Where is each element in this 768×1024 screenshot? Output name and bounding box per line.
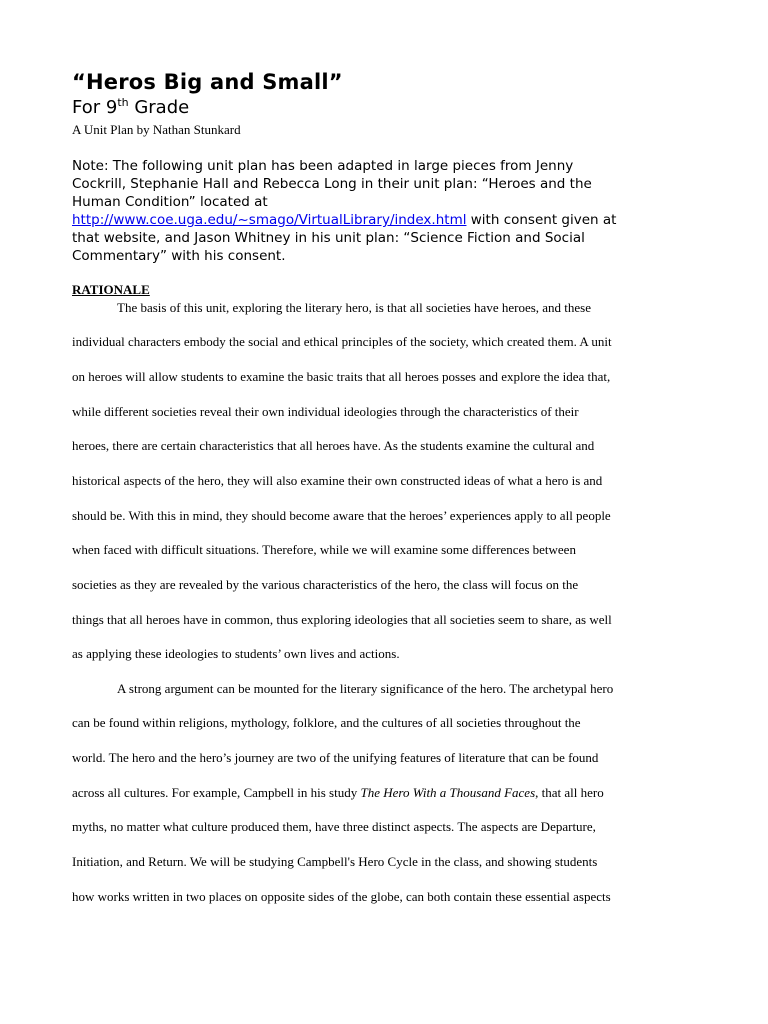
paragraph-line: things that all heroes have in common, thus exploring ideologies that all societies seem to share, as well [72,612,612,627]
paragraph-line: myths, no matter what culture produced them, have three distinct aspects. The aspects are Departure, [72,819,596,834]
note-line: Cockrill, Stephanie Hall and Rebecca Long in their unit plan: “Heroes and the [72,176,592,192]
document-subtitle [72,96,189,118]
note-line-continuation: with consent given at [466,212,617,228]
section-heading-rationale: RATIONALE [72,282,150,297]
paragraph-text: across all cultures. For example, Campbell in his study [72,785,361,800]
note-link-line [72,211,702,229]
note-line: Commentary” with his consent. [72,248,286,264]
subtitle-suffix: Grade [128,97,190,118]
author-byline: A Unit Plan by Nathan Stunkard [72,122,241,137]
paragraph-line: when faced with difficult situations. Therefore, while we will examine some differences between [72,542,576,557]
paragraph-line: historical aspects of the hero, they will also examine their own constructed ideas of what a hero is and [72,473,603,488]
paragraph-line: A strong argument can be mounted for the literary significance of the hero. The archetypal hero [117,681,614,696]
book-title-citation: The Hero With a Thousand Faces [360,785,536,800]
adaptation-note [72,157,702,265]
virtual-library-link[interactable]: http://www.coe.uga.edu/~smago/VirtualLibrary/index.html [72,212,467,228]
paragraph-line: while different societies reveal their own individual ideologies through the characteristics of their [72,404,579,419]
note-line: Human Condition” located at [72,194,268,210]
paragraph-line: can be found within religions, mythology, folklore, and the cultures of all societies throughout the [72,715,581,730]
subtitle-prefix: For 9 [72,97,118,118]
paragraph-line: world. The hero and the hero’s journey are two of the unifying features of literature that can be found [72,750,599,765]
subtitle-superscript: th [117,96,129,109]
paragraph-line: should be. With this in mind, they should become aware that the heroes’ experiences apply to all people [72,508,611,523]
document-title: “Heros Big and Small” [72,70,343,94]
note-line: that website, and Jason Whitney in his unit plan: “Science Fiction and Social [72,230,585,246]
paragraph-line-with-citation [72,785,604,801]
paragraph-line: societies as they are revealed by the various characteristics of the hero, the class will focus on the [72,577,579,592]
paragraph-text: , that all hero [535,785,604,800]
paragraph-line: individual characters embody the social and ethical principles of the society, which created them. A unit [72,334,612,349]
note-line: Note: The following unit plan has been adapted in large pieces from Jenny [72,158,574,174]
paragraph-line: Initiation, and Return. We will be studying Campbell's Hero Cycle in the class, and showing students [72,854,598,869]
paragraph-line: heroes, there are certain characteristics that all heroes have. As the students examine the cultural and [72,438,595,453]
paragraph-line: how works written in two places on opposite sides of the globe, can both contain these essential aspects [72,889,611,904]
paragraph-line: The basis of this unit, exploring the literary hero, is that all societies have heroes, and these [117,300,592,315]
paragraph-line: as applying these ideologies to students’ own lives and actions. [72,646,400,661]
paragraph-line: on heroes will allow students to examine the basic traits that all heroes posses and explore the idea that, [72,369,611,384]
